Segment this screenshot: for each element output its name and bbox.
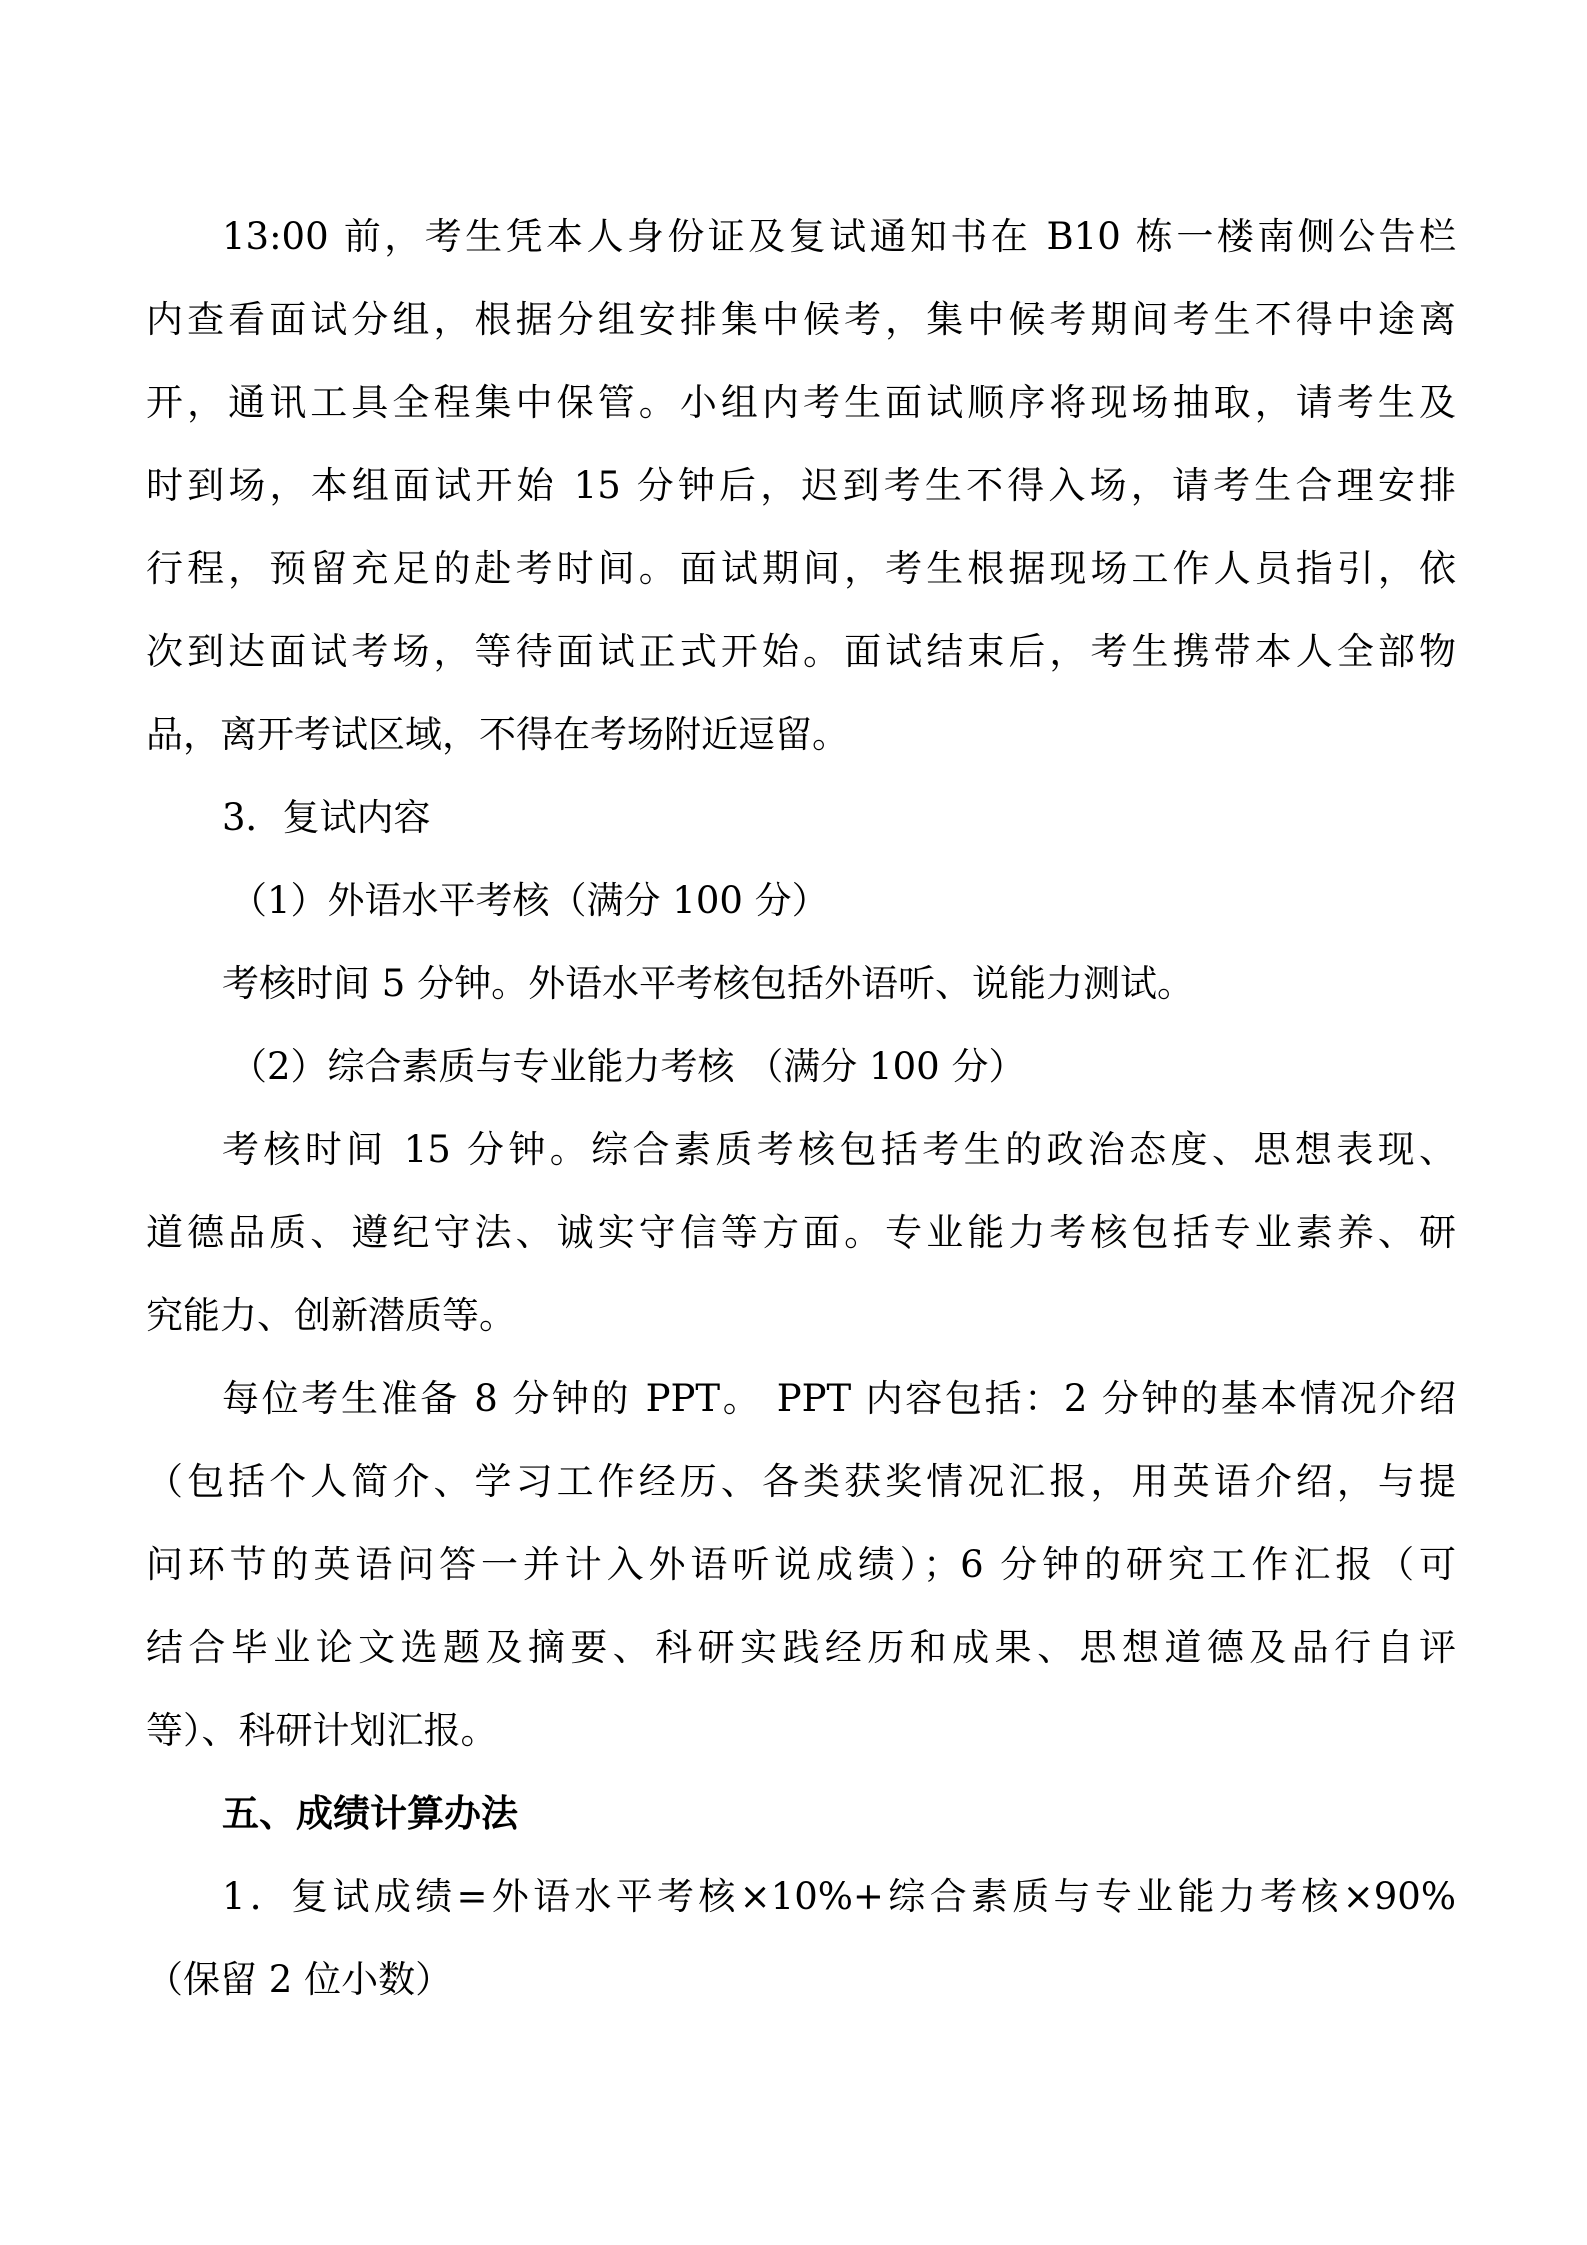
paragraph-line: 13:00 前，考生凭本人身份证及复试通知书在 B10 栋一楼南侧公告栏 xyxy=(222,215,1456,258)
section-title: 3．复试内容 xyxy=(222,796,431,839)
formula-line: （保留 2 位小数） xyxy=(146,1958,453,2001)
paragraph-line: 问环节的英语问答一并计入外语听说成绩）；6 分钟的研究工作汇报（可 xyxy=(146,1543,1456,1586)
paragraph-line: 开，通讯工具全程集中保管。小组内考生面试顺序将现场抽取，请考生及 xyxy=(146,381,1456,424)
paragraph-line: 结合毕业论文选题及摘要、科研实践经历和成果、思想道德及品行自评 xyxy=(146,1626,1456,1669)
item-text: 考核时间 5 分钟。外语水平考核包括外语听、说能力测试。 xyxy=(222,962,1195,1005)
section-heading: 五、成绩计算办法 xyxy=(222,1792,518,1835)
paragraph-line: 考核时间 15 分钟。综合素质考核包括考生的政治态度、思想表现、 xyxy=(222,1128,1456,1171)
item-title: （2）综合素质与专业能力考核 （满分 100 分） xyxy=(230,1045,1026,1088)
paragraph-line: 等）、科研计划汇报。 xyxy=(146,1709,498,1752)
paragraph-line: 次到达面试考场，等待面试正式开始。面试结束后，考生携带本人全部物 xyxy=(146,630,1456,673)
paragraph-line: 每位考生准备 8 分钟的 PPT。 PPT 内容包括：2 分钟的基本情况介绍 xyxy=(222,1377,1456,1420)
paragraph-line: 究能力、创新潜质等。 xyxy=(146,1294,516,1337)
paragraph-line: 内查看面试分组，根据分组安排集中候考，集中候考期间考生不得中途离 xyxy=(146,298,1456,341)
paragraph-line: 品，离开考试区域，不得在考场附近逗留。 xyxy=(146,713,849,756)
paragraph-line: 时到场，本组面试开始 15 分钟后，迟到考生不得入场，请考生合理安排 xyxy=(146,464,1456,507)
formula-line: 1．复试成绩=外语水平考核×10%+综合素质与专业能力考核×90% xyxy=(222,1875,1456,1918)
paragraph-line: （包括个人简介、学习工作经历、各类获奖情况汇报，用英语介绍，与提 xyxy=(146,1460,1456,1503)
item-title: （1）外语水平考核（满分 100 分） xyxy=(230,879,829,922)
paragraph-line: 道德品质、遵纪守法、诚实守信等方面。专业能力考核包括专业素养、研 xyxy=(146,1211,1456,1254)
paragraph-line: 行程，预留充足的赴考时间。面试期间，考生根据现场工作人员指引，依 xyxy=(146,547,1456,590)
